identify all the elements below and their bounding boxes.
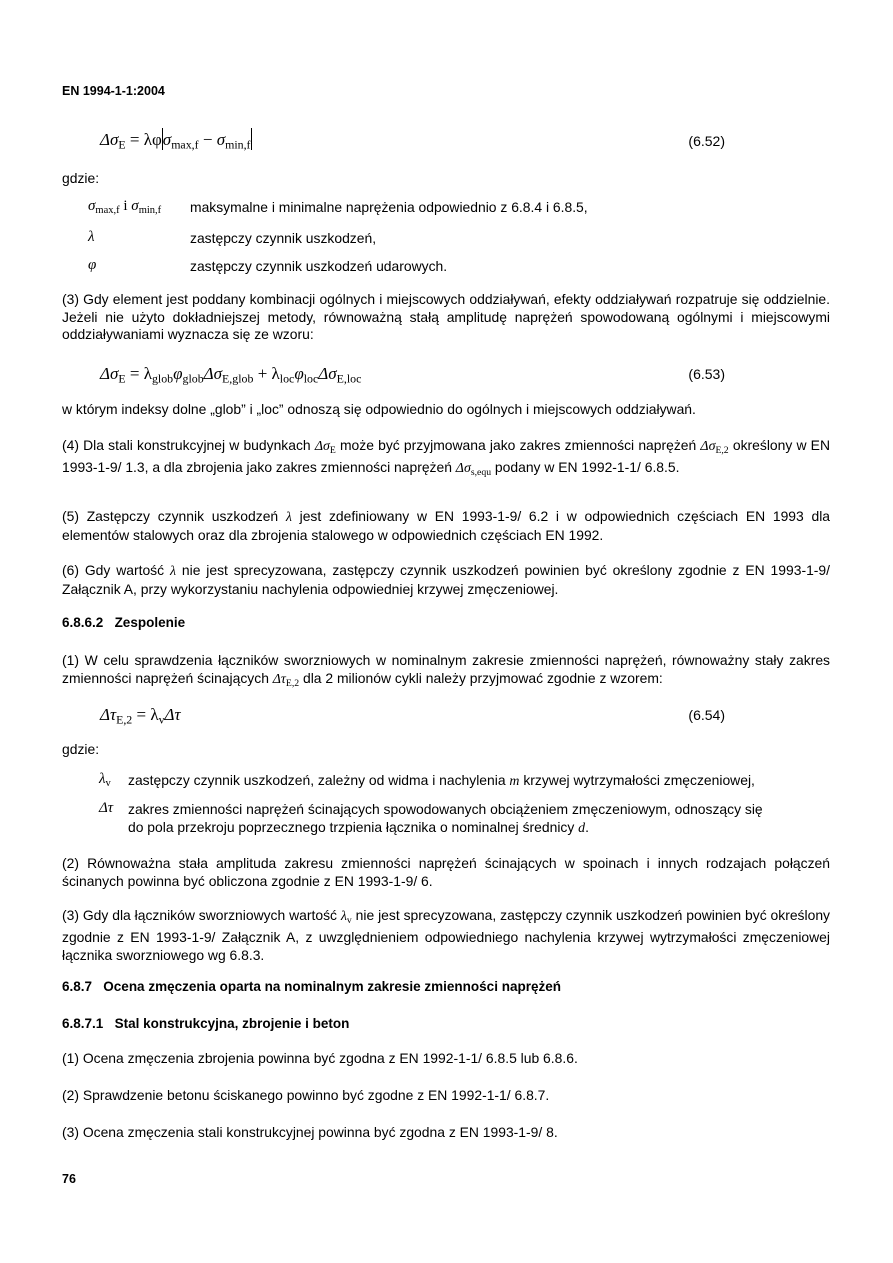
where-label-1: gdzie:: [62, 170, 100, 186]
section-heading-6-8-7-1: 6.8.7.1 Stal konstrukcyjna, zbrojenie i beton: [62, 1016, 350, 1031]
equation-6-53: $\Delta\sigma_E = \lambda_{glob}\varphi_{glob}\Delta\sigma_{E,glob} + \lambda_{loc}\varphi_{loc}\Delta\sigma_{E,loc}$: [100, 364, 362, 386]
symbol-lambda: λ: [88, 229, 95, 245]
list-item-1: (1) Ocena zmęczenia zbrojenia powinna być zgodna z EN 1992-1-1/ 6.8.5 lub 6.8.6.: [62, 1050, 578, 1066]
equation-6-54: $\Delta\tau_{E,2} = \lambda_v\Delta\tau$: [100, 705, 181, 727]
definition-sigma: maksymalne i minimalne naprężenia odpowiednio z 6.8.4 i 6.8.5,: [190, 199, 588, 215]
paragraph-4: (4) Dla stali konstrukcyjnej w budynkach $\Delta\sigma_E$ może być przyjmowana jako zakres zmienności naprężeń $\Delta\sigma_{E,2}$ określony w EN 1993-1-9/ 1.3, a dla zbrojenia jako zakres zmienności naprężeń $\Delta\sigma_{s,equ}$ podany w EN 1992-1-1/ 6.8.5.: [62, 437, 830, 479]
definition-delta-tau: zakres zmienności naprężeń ścinających spowodowanych obciążeniem zmęczeniowym, odnoszący się do pola przekroju poprzecznego trzpienia łącznika o nominalnej średnicy d.: [128, 801, 763, 836]
paragraph-1-connectors: (1) W celu sprawdzenia łączników sworzniowych w nominalnym zakresie zmienności naprężeń, równoważny stały zakres zmienności naprężeń ścinających $\Delta\tau_{E,2}$ dla 2 milionów cykli należy przyjmować zgodnie z wzorem:: [62, 652, 830, 689]
definition-lambda-v: zastępczy czynnik uszkodzeń, zależny od widma i nachylenia m krzywej wytrzymałości zmęczeniowej,: [128, 772, 755, 789]
definition-lambda: zastępczy czynnik uszkodzeń,: [190, 230, 377, 246]
section-heading-6-8-7: 6.8.7 Ocena zmęczenia oparta na nominalnym zakresie zmienności naprężeń: [62, 979, 561, 994]
symbol-lambda-v: $\lambda_v$: [99, 771, 111, 790]
section-heading-6-8-6-2: 6.8.6.2 Zespolenie: [62, 615, 186, 630]
page-number: 76: [62, 1172, 76, 1186]
paragraph-index-note: w którym indeksy dolne „glob” i „loc” odnoszą się odpowiednio do ogólnych i miejscowych oddziaływań.: [62, 401, 696, 417]
definition-phi: zastępczy czynnik uszkodzeń udarowych.: [190, 258, 448, 274]
paragraph-5: (5) Zastępczy czynnik uszkodzeń λ jest zdefiniowany w EN 1993-1-9/ 6.2 i w odpowiednich częściach EN 1993 dla elementów stalowych oraz dla zbrojenia stalowego w odpowiednich częściach EN 1992.: [62, 508, 831, 543]
document-header: EN 1994-1-1:2004: [62, 84, 165, 98]
equation-number-6-53: (6.53): [688, 366, 725, 382]
list-item-3: (3) Ocena zmęczenia stali konstrukcyjnej powinna być zgodna z EN 1993-1-9/ 8.: [62, 1124, 558, 1140]
equation-number-6-52: (6.52): [688, 133, 725, 149]
paragraph-6: (6) Gdy wartość λ nie jest sprecyzowana, zastępczy czynnik uszkodzeń powinien być określony zgodnie z EN 1993-1-9/ Załącznik A, przy wykorzystaniu nachylenia odpowiedniej krzywej zmęczeniowej.: [62, 562, 831, 597]
paragraph-3: (3) Gdy element jest poddany kombinacji ogólnych i miejscowych oddziaływań, efekty oddziaływań rozpatruje się oddzielnie. Jeżeli nie użyto dokładniejszej metody, równoważną stałą amplitudę naprężeń spowodowaną ogólnymi i miejscowymi oddziaływaniami wyznacza się ze wzoru:: [62, 291, 830, 342]
symbol-delta-tau: Δτ: [99, 800, 114, 816]
equation-number-6-54: (6.54): [688, 707, 725, 723]
symbol-sigma-max-min: $\sigma_{max,f}$ i $\sigma_{min,f}$: [88, 198, 162, 217]
equation-6-52: $\Delta\sigma_E = \lambda\varphi\sigma_{max,f} - \sigma_{min,f}$: [100, 130, 251, 152]
symbol-phi: φ: [88, 257, 97, 273]
where-label-2: gdzie:: [62, 741, 100, 757]
paragraph-2-shear: (2) Równoważna stała amplituda zakresu zmienności naprężeń ścinających w spoinach i innych rodzajach połączeń ścinanych powinna być obliczona zgodnie z EN 1993-1-9/ 6.: [62, 855, 830, 889]
paragraph-3-connectors: (3) Gdy dla łączników sworzniowych wartość $\lambda_v$ nie jest sprecyzowana, zastępczy czynnik uszkodzeń powinien być określony zgodnie z EN 1993-1-9/ Załącznik A, z uwzględnieniem odpowiedniego nachylenia krzywej wytrzymałości zmęczeniowej łącznika sworzniowego wg 6.8.3.: [62, 907, 830, 963]
list-item-2: (2) Sprawdzenie betonu ściskanego powinno być zgodne z EN 1992-1-1/ 6.8.7.: [62, 1087, 550, 1103]
